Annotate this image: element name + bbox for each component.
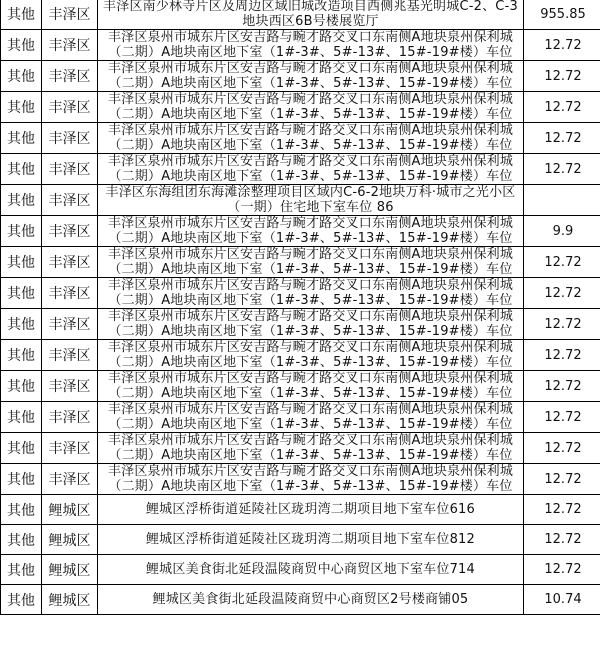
category-cell: 其他 <box>1 0 42 30</box>
table-row <box>1 30 600 61</box>
description-cell: 丰泽区泉州市城东片区安吉路与畹才路交叉口东南侧A地块泉州保利城（二期）A地块南区地下室（1#-3#、5#-13#、15#-19#楼）车位 <box>98 216 524 247</box>
value-cell: 12.72 <box>524 340 600 371</box>
district-cell: 丰泽区 <box>42 92 98 123</box>
table-row <box>1 495 600 525</box>
table-row <box>1 402 600 433</box>
category-cell: 其他 <box>1 495 42 525</box>
value-cell: 12.72 <box>524 30 600 61</box>
value-cell: 12.72 <box>524 309 600 340</box>
table-row <box>1 464 600 495</box>
category-cell: 其他 <box>1 585 42 615</box>
category-cell: 其他 <box>1 340 42 371</box>
table-row <box>1 585 600 615</box>
description-cell: 丰泽区泉州市城东片区安吉路与畹才路交叉口东南侧A地块泉州保利城（二期）A地块南区地下室（1#-3#、5#-13#、15#-19#楼）车位 <box>98 340 524 371</box>
category-cell: 其他 <box>1 30 42 61</box>
district-cell: 丰泽区 <box>42 0 98 30</box>
category-cell: 其他 <box>1 247 42 278</box>
table-row <box>1 309 600 340</box>
district-cell: 丰泽区 <box>42 61 98 92</box>
description-cell: 丰泽区东海组团东海滩涂整理项目区域内C-6-2地块万科·城市之光小区（一期）住宅地下室车位 86 <box>98 185 524 216</box>
district-cell: 鲤城区 <box>42 495 98 525</box>
value-cell: 9.9 <box>524 216 600 247</box>
district-cell: 丰泽区 <box>42 371 98 402</box>
description-cell: 丰泽区泉州市城东片区安吉路与畹才路交叉口东南侧A地块泉州保利城（二期）A地块南区地下室（1#-3#、5#-13#、15#-19#楼）车位 <box>98 61 524 92</box>
district-cell: 丰泽区 <box>42 185 98 216</box>
value-cell: 12.72 <box>524 123 600 154</box>
table-row <box>1 216 600 247</box>
district-cell: 丰泽区 <box>42 247 98 278</box>
description-cell: 鲤城区浮桥街道延陵社区珑玥湾二期项目地下室车位812 <box>98 525 524 555</box>
category-cell: 其他 <box>1 555 42 585</box>
district-cell: 丰泽区 <box>42 216 98 247</box>
description-cell: 丰泽区泉州市城东片区安吉路与畹才路交叉口东南侧A地块泉州保利城（二期）A地块南区地下室（1#-3#、5#-13#、15#-19#楼）车位 <box>98 92 524 123</box>
category-cell: 其他 <box>1 185 42 216</box>
category-cell: 其他 <box>1 123 42 154</box>
district-cell: 丰泽区 <box>42 402 98 433</box>
description-cell: 丰泽区泉州市城东片区安吉路与畹才路交叉口东南侧A地块泉州保利城（二期）A地块南区地下室（1#-3#、5#-13#、15#-19#楼）车位 <box>98 371 524 402</box>
description-cell: 丰泽区南少林寺片区及周边区域旧城改造项目西侧兆基光明城C-2、C-3地块西区6B号楼展览厅 <box>98 0 524 30</box>
category-cell: 其他 <box>1 216 42 247</box>
value-cell: 12.72 <box>524 61 600 92</box>
value-cell: 12.72 <box>524 278 600 309</box>
category-cell: 其他 <box>1 464 42 495</box>
value-cell: 12.72 <box>524 525 600 555</box>
category-cell: 其他 <box>1 154 42 185</box>
description-cell: 丰泽区泉州市城东片区安吉路与畹才路交叉口东南侧A地块泉州保利城（二期）A地块南区地下室（1#-3#、5#-13#、15#-19#楼）车位 <box>98 154 524 185</box>
table-row <box>1 371 600 402</box>
value-cell: 12.72 <box>524 555 600 585</box>
district-cell: 丰泽区 <box>42 309 98 340</box>
category-cell: 其他 <box>1 309 42 340</box>
value-cell: 12.72 <box>524 402 600 433</box>
district-cell: 丰泽区 <box>42 123 98 154</box>
table-row <box>1 154 600 185</box>
category-cell: 其他 <box>1 371 42 402</box>
category-cell: 其他 <box>1 278 42 309</box>
value-cell: 12.72 <box>524 247 600 278</box>
table-row <box>1 247 600 278</box>
description-cell: 丰泽区泉州市城东片区安吉路与畹才路交叉口东南侧A地块泉州保利城（二期）A地块南区地下室（1#-3#、5#-13#、15#-19#楼）车位 <box>98 402 524 433</box>
value-cell <box>524 185 600 216</box>
table-row <box>1 92 600 123</box>
value-cell: 12.72 <box>524 464 600 495</box>
description-cell: 丰泽区泉州市城东片区安吉路与畹才路交叉口东南侧A地块泉州保利城（二期）A地块南区地下室（1#-3#、5#-13#、15#-19#楼）车位 <box>98 247 524 278</box>
district-cell: 丰泽区 <box>42 464 98 495</box>
description-cell: 丰泽区泉州市城东片区安吉路与畹才路交叉口东南侧A地块泉州保利城（二期）A地块南区地下室（1#-3#、5#-13#、15#-19#楼）车位 <box>98 30 524 61</box>
value-cell: 12.72 <box>524 495 600 525</box>
description-cell: 丰泽区泉州市城东片区安吉路与畹才路交叉口东南侧A地块泉州保利城（二期）A地块南区地下室（1#-3#、5#-13#、15#-19#楼）车位 <box>98 278 524 309</box>
value-cell: 12.72 <box>524 92 600 123</box>
category-cell: 其他 <box>1 92 42 123</box>
table-row <box>1 185 600 216</box>
value-cell: 955.85 <box>524 0 600 30</box>
district-cell: 丰泽区 <box>42 278 98 309</box>
district-cell: 丰泽区 <box>42 433 98 464</box>
table-row <box>1 433 600 464</box>
category-cell: 其他 <box>1 61 42 92</box>
category-cell: 其他 <box>1 433 42 464</box>
district-cell: 鲤城区 <box>42 585 98 615</box>
table-row <box>1 340 600 371</box>
value-cell: 10.74 <box>524 585 600 615</box>
district-cell: 鲤城区 <box>42 525 98 555</box>
district-cell: 丰泽区 <box>42 340 98 371</box>
district-cell: 丰泽区 <box>42 30 98 61</box>
value-cell: 12.72 <box>524 433 600 464</box>
category-cell: 其他 <box>1 402 42 433</box>
value-cell: 12.72 <box>524 154 600 185</box>
district-cell: 鲤城区 <box>42 555 98 585</box>
table-row <box>1 525 600 555</box>
table-row <box>1 278 600 309</box>
table-row <box>1 0 600 30</box>
table-row <box>1 555 600 585</box>
table-row <box>1 61 600 92</box>
description-cell: 丰泽区泉州市城东片区安吉路与畹才路交叉口东南侧A地块泉州保利城（二期）A地块南区地下室（1#-3#、5#-13#、15#-19#楼）车位 <box>98 433 524 464</box>
value-cell: 12.72 <box>524 371 600 402</box>
description-cell: 鲤城区美食街北延段温陵商贸中心商贸区地下室车位714 <box>98 555 524 585</box>
table-body <box>1 0 600 615</box>
description-cell: 丰泽区泉州市城东片区安吉路与畹才路交叉口东南侧A地块泉州保利城（二期）A地块南区地下室（1#-3#、5#-13#、15#-19#楼）车位 <box>98 309 524 340</box>
description-cell: 丰泽区泉州市城东片区安吉路与畹才路交叉口东南侧A地块泉州保利城（二期）A地块南区地下室（1#-3#、5#-13#、15#-19#楼）车位 <box>98 464 524 495</box>
description-cell: 丰泽区泉州市城东片区安吉路与畹才路交叉口东南侧A地块泉州保利城（二期）A地块南区地下室（1#-3#、5#-13#、15#-19#楼）车位 <box>98 123 524 154</box>
table-row <box>1 123 600 154</box>
category-cell: 其他 <box>1 525 42 555</box>
description-cell: 鲤城区美食街北延段温陵商贸中心商贸区2号楼商铺05 <box>98 585 524 615</box>
district-cell: 丰泽区 <box>42 154 98 185</box>
description-cell: 鲤城区浮桥街道延陵社区珑玥湾二期项目地下室车位616 <box>98 495 524 525</box>
